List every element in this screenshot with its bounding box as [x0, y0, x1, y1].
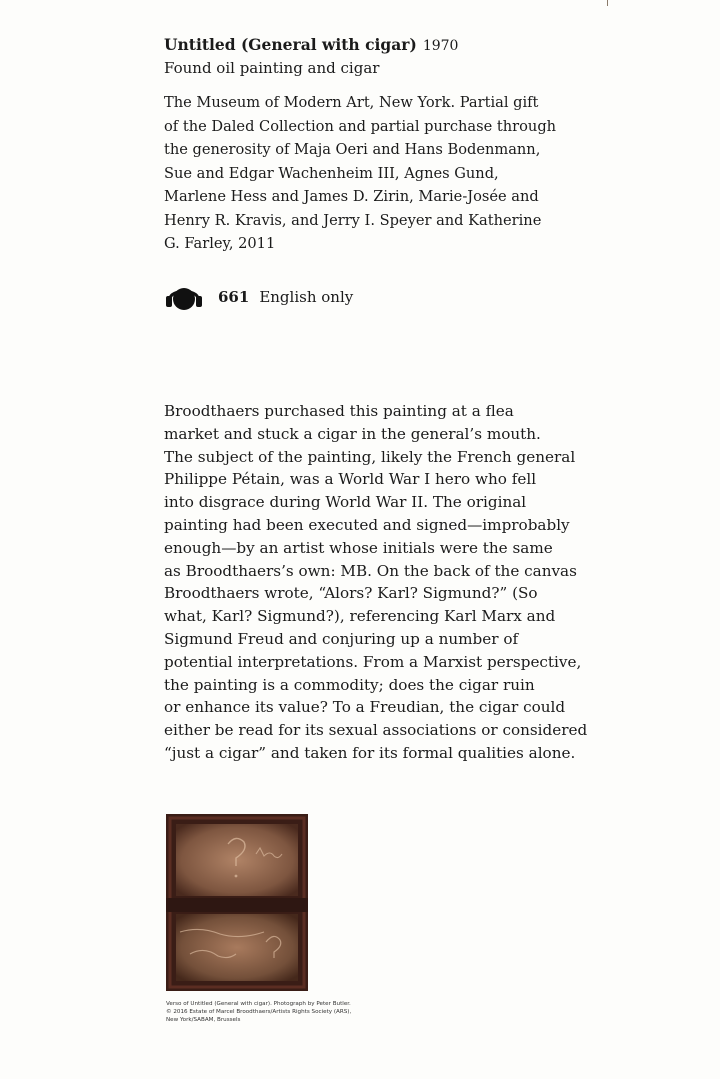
photo-caption — [166, 1000, 466, 1024]
description-line: “just a cigar” and taken for its formal qualities alone. — [164, 743, 576, 762]
description-line: Broodthaers wrote, “Alors? Karl? Sigmund?” (So — [164, 584, 538, 603]
description-line: the painting is a commodity; does the cigar ruin — [164, 675, 535, 694]
description-line: what, Karl? Sigmund?), referencing Karl Marx and — [164, 607, 556, 626]
artwork-medium: Found oil painting and cigar — [164, 59, 380, 77]
credit-line-text: G. Farley, 2011 — [164, 235, 276, 252]
description-line: painting had been executed and signed—improbably — [164, 515, 570, 534]
photo-caption-line: © 2016 Estate of Marcel Broodthaers/Artists Rights Society (ARS), — [166, 1009, 352, 1015]
description-line: potential interpretations. From a Marxist perspective, — [164, 652, 582, 671]
description-line: into disgrace during World War II. The original — [164, 493, 527, 512]
photo-caption-line: New York/SABAM, Brussels — [166, 1017, 241, 1023]
headphones-icon — [164, 283, 204, 311]
canvas-verso-photo — [166, 814, 308, 991]
audio-guide — [164, 283, 353, 311]
description-line: Philippe Pétain, was a World War I hero who fell — [164, 470, 537, 489]
credit-line-text: Henry R. Kravis, and Jerry I. Speyer and Katherine — [164, 211, 542, 229]
description-line: The subject of the painting, likely the French general — [164, 447, 576, 466]
credit-line-text: of the Daled Collection and partial purchase through — [164, 117, 557, 135]
description-line: Sigmund Freud and conjuring up a number of — [164, 629, 519, 648]
description-line: Broodthaers purchased this painting at a flea — [164, 402, 514, 420]
artwork-label — [164, 34, 584, 256]
credit-line-text: Sue and Edgar Wachenheim III, Agnes Gund, — [164, 164, 499, 182]
photo-caption-line: Verso of Untitled (General with cigar). Photograph by Peter Butler. — [166, 1001, 351, 1007]
credit-line — [164, 91, 584, 256]
description-line: as Broodthaers’s own: MB. On the back of the canvas — [164, 561, 577, 580]
edge-tick-mark — [607, 0, 608, 6]
title-line — [164, 34, 584, 57]
description-line: enough—by an artist whose initials were the same — [164, 538, 553, 557]
credit-line-text: the generosity of Maja Oeri and Hans Bodenmann, — [164, 141, 541, 158]
credit-line-text: The Museum of Modern Art, New York. Partial gift — [164, 94, 539, 111]
description-line: or enhance its value? To a Freudian, the cigar could — [164, 698, 566, 717]
audio-language: English only — [259, 288, 354, 306]
description-line: either be read for its sexual associations or considered — [164, 721, 588, 740]
artwork-year: 1970 — [422, 38, 459, 54]
artwork-title: Untitled (General with cigar) — [164, 35, 417, 54]
credit-line-text: Marlene Hess and James D. Zirin, Marie-Josée and — [164, 188, 539, 205]
audio-stop-number: 661 — [218, 288, 250, 306]
description-line: market and stuck a cigar in the general’s mouth. — [164, 424, 541, 443]
description — [164, 400, 588, 765]
